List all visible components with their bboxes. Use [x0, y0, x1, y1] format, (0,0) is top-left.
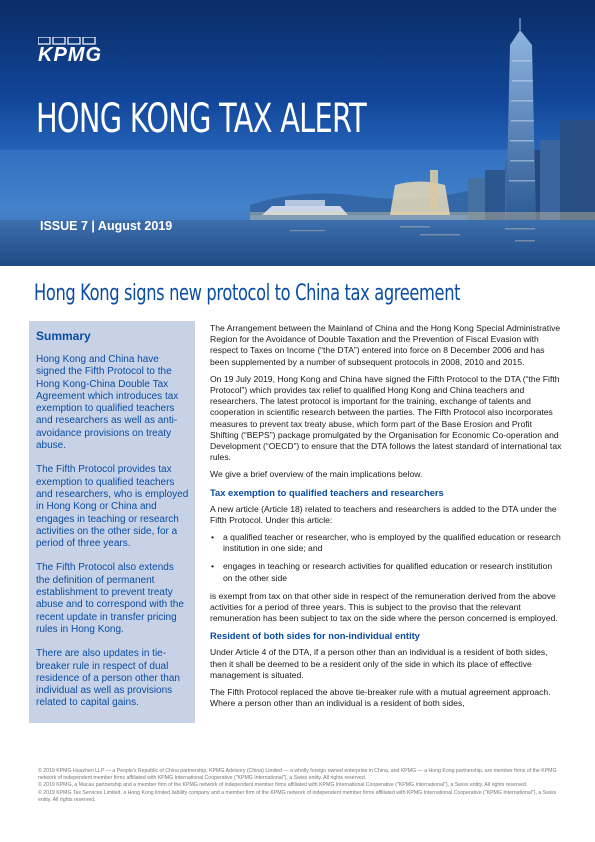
summary-paragraph: Hong Kong and China have signed the Fifth Protocol to the Hong Kong-China Double Tax Agreement which introduces tax exemption to qualified teachers and researchers as well as anti-avoidance provisions on treaty abuse.: [36, 354, 179, 452]
kpmg-logo: KPMG: [38, 44, 102, 66]
bullet-icon: •: [211, 532, 215, 543]
body-paragraph: We give a brief overview of the main implications below.: [210, 469, 423, 480]
body-paragraph: The Fifth Protocol replaced the above tie-breaker rule with a mutual agreement approach. Where a person other than an individual is a resident of both sides,: [210, 687, 551, 709]
body-paragraph: Under Article 4 of the DTA, if a person other than an individual is a resident of both sides, then it shall be deemed to be a resident only of the side in which its place of effective management is situated.: [210, 647, 548, 680]
list-item-text: a qualified teacher or researcher, who is employed by the qualified education or research institution in one side; and: [223, 532, 561, 554]
publication-title: HONG KONG TAX ALERT: [36, 96, 367, 142]
summary-heading: Summary: [36, 329, 91, 343]
summary-paragraph: The Fifth Protocol also extends the definition of permanent establishment to prevent treaty abuse and to correspond with the recent update in transfer pricing rules in Hong Kong.: [36, 562, 184, 635]
body-paragraph: On 19 July 2019, Hong Kong and China have signed the Fifth Protocol to the DTA (“the Fifth Protocol”) which provides tax relief to qualified Hong Kong and China teachers and researchers. The latest protocol is important for the training, exchange of talents and cooperation in scientific research between the parties. The Fifth Protocol also incorporates measures to prevent tax treaty abuse, which form part of the Base Erosion and Profit Shifting (“BEPS”) package promulgated by the Organisation for Economic Co-operation and Development (“OECD”) to ensure that the DTA follows the latest standard of international tax rules.: [210, 373, 562, 463]
article-headline: Hong Kong signs new protocol to China tax agreement: [34, 281, 461, 306]
section-heading: Resident of both sides for non-individual entity: [210, 630, 420, 642]
summary-paragraph: The Fifth Protocol provides tax exemption to qualified teachers and researchers, who is employed in Hong Kong or China and engages in teaching or research activities on the other side, for a period of three years.: [36, 464, 189, 550]
copyright-line: © 2019 KPMG, a Macau partnership and a member firm of the KPMG network of independent member firms affiliated with KPMG International Cooperative ("KPMG International"), a Swiss entity. All rights reserved.: [38, 782, 528, 789]
body-paragraph: A new article (Article 18) related to teachers and researchers is added to the DTA under the Fifth Protocol. Under this article:: [210, 503, 557, 525]
copyright-line: © 2019 KPMG Huazhen LLP — a People's Republic of China partnership, KPMG Advisory (China) Limited — a wholly foreign owned enterprise in China, and KPMG — a Hong Kong partnership, are member firms of the KPMG network of independent member firms affiliated with KPMG International Cooperative ("KPMG International"), a Swiss entity. All rights reserved.: [38, 768, 557, 782]
list-item-text: engages in teaching or research activities for qualified education or research institution on the other side: [223, 561, 553, 583]
bullet-icon: •: [211, 561, 215, 572]
section-heading: Tax exemption to qualified teachers and researchers: [210, 486, 444, 498]
body-paragraph: The Arrangement between the Mainland of China and the Hong Kong Special Administrative Region for the Avoidance of Double Taxation and the Prevention of Fiscal Evasion with respect to Taxes on Income (“the DTA”) entered into force on 8 December 2006 and has been supplemented by a number of subsequent protocols in 2008, 2010 and 2015.: [210, 323, 561, 367]
article-body: [210, 323, 562, 715]
hero-banner: [0, 0, 595, 266]
list-item: [210, 561, 562, 583]
summary-sidebar: [29, 321, 195, 723]
bullet-list: [210, 532, 562, 584]
body-paragraph: is exempt from tax on that other side in respect of the remuneration derived from the above activities for a period of three years. This is subject to the proviso that the relevant remuneration has been subject to tax on the side where the person concerned is employed.: [210, 590, 558, 624]
summary-paragraph: There are also updates in tie-breaker rule in respect of dual residence of a person other than individual as well as provisions related to capital gains.: [36, 648, 180, 709]
copyright-footer: [38, 768, 568, 804]
copyright-line: © 2019 KPMG Tax Services Limited, a Hong Kong limited liability company and a member firm of the KPMG network of independent member firms affiliated with KPMG International Cooperative ("KPMG International"), a Swiss entity. All rights reserved.: [38, 789, 557, 803]
issue-label: ISSUE 7 | August 2019: [40, 219, 173, 233]
list-item: [210, 532, 562, 554]
